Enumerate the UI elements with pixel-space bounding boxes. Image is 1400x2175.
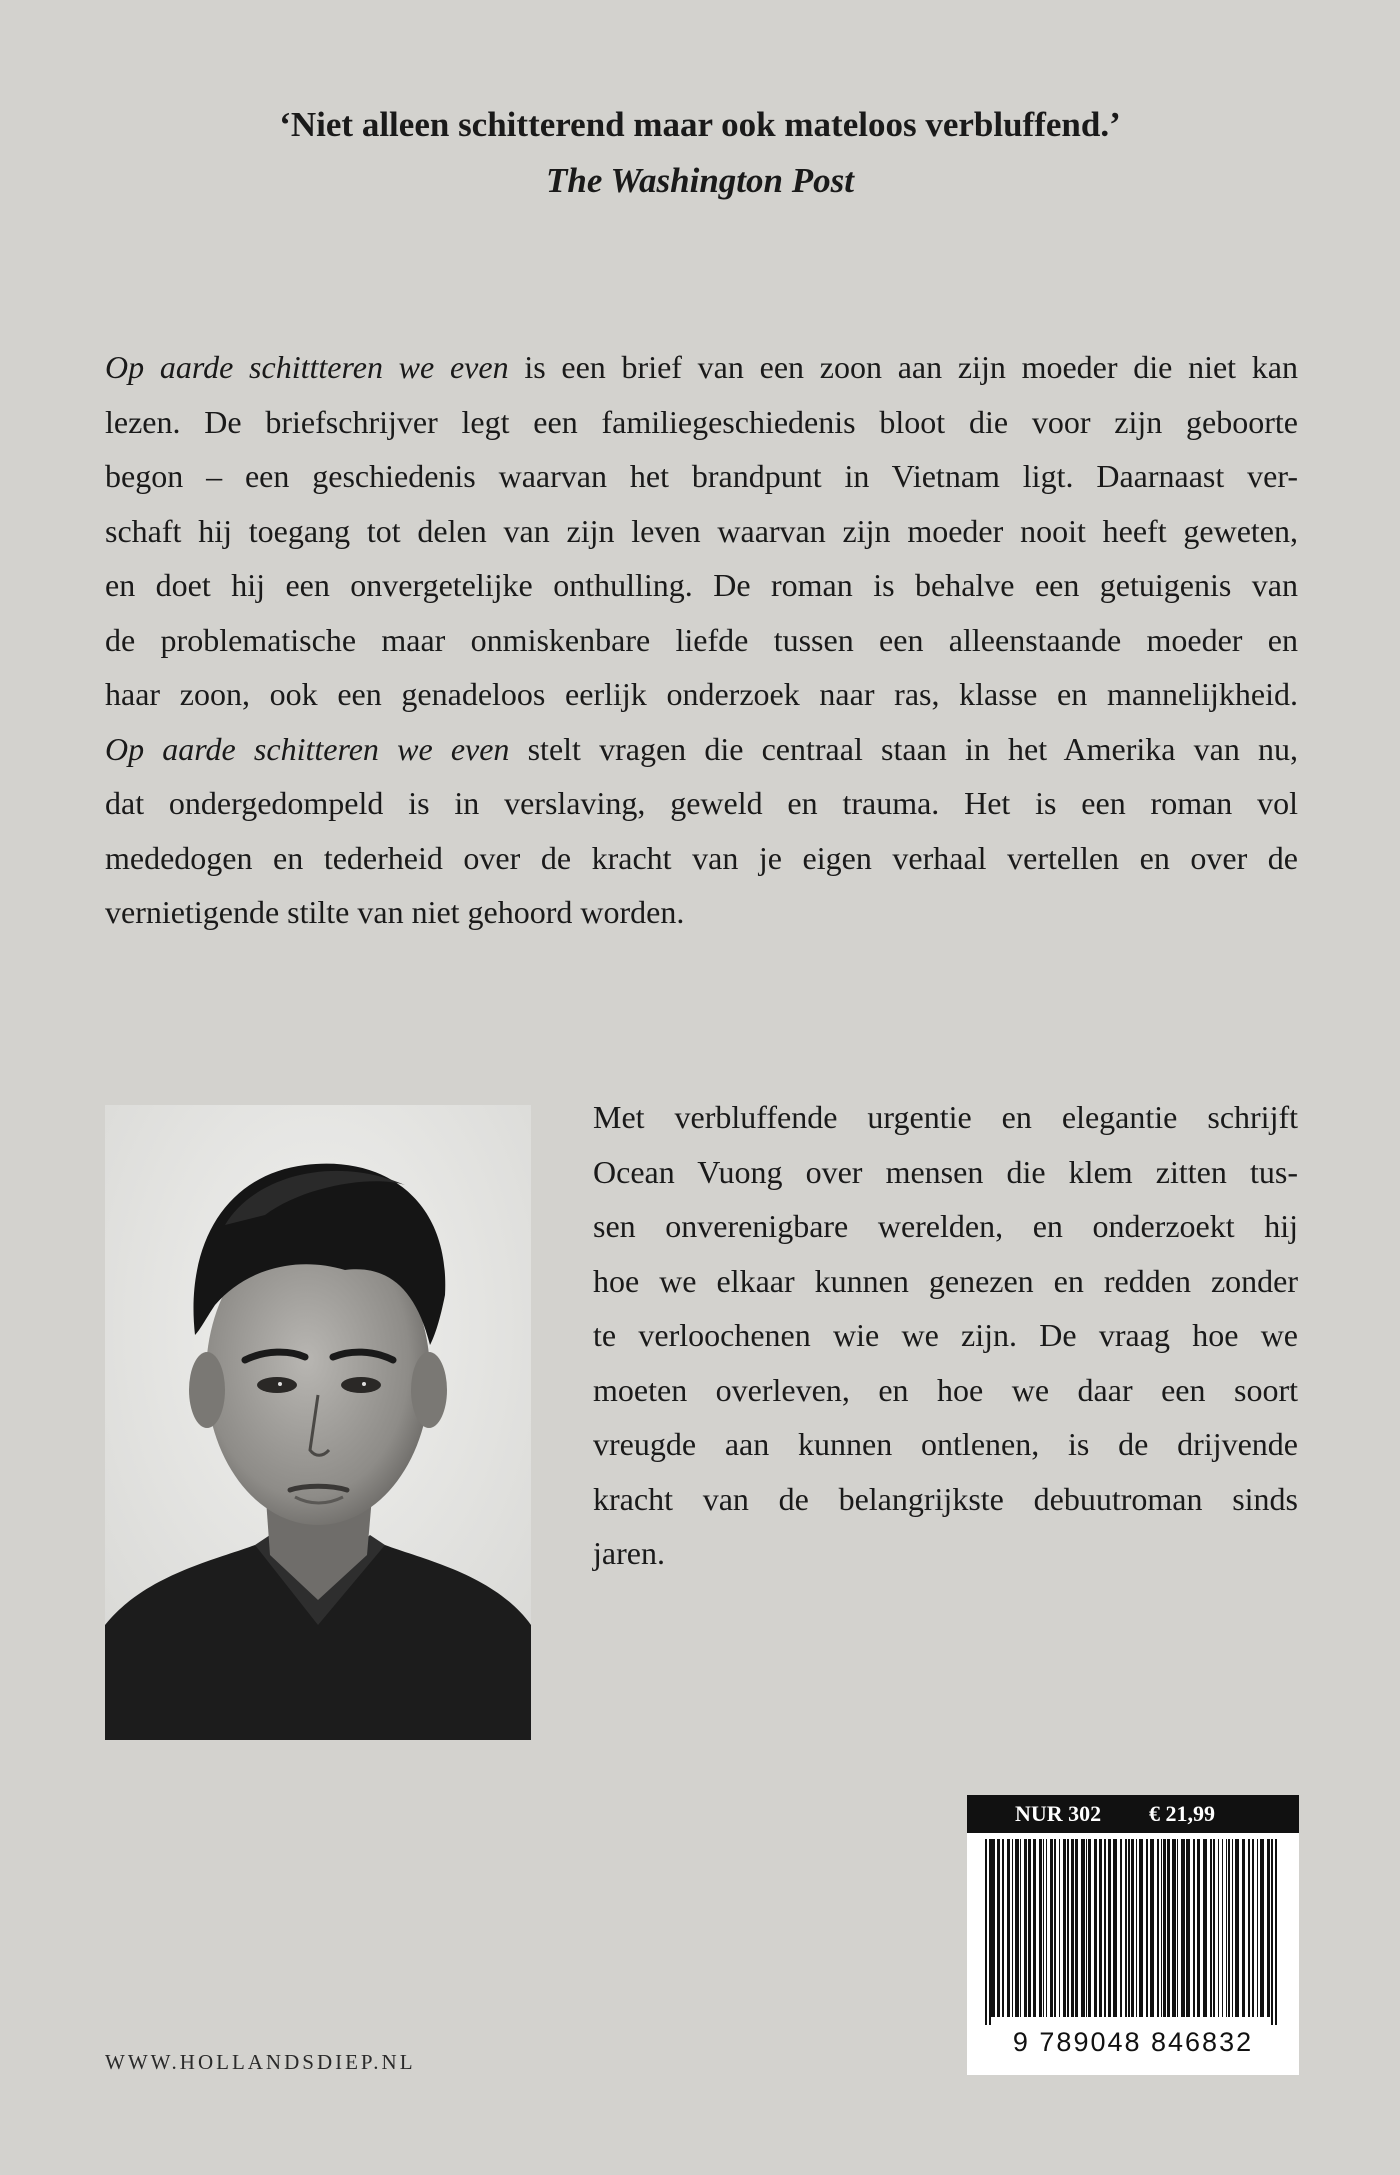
nur-code: NUR 302 bbox=[1015, 1801, 1102, 1826]
barcode-bar bbox=[1139, 1839, 1143, 2017]
bio-line: te verloochenen wie we zijn. De vraag hoe we bbox=[593, 1317, 1298, 1353]
blurb-line: haar zoon, ook een genadeloos eerlijk onderzoek naar ras, klasse en mannelijkheid. bbox=[105, 676, 1298, 712]
book-title-italic: Op aarde schittteren we even bbox=[105, 349, 509, 385]
isbn-number: 9 789048 846832 bbox=[1012, 2027, 1254, 2057]
barcode-bar bbox=[1054, 1839, 1056, 2017]
barcode-bar bbox=[985, 1839, 987, 2025]
barcode-bar bbox=[1150, 1839, 1154, 2017]
barcode-label bbox=[967, 1795, 1299, 2075]
barcode-bar bbox=[1059, 1839, 1060, 2017]
book-title-italic: Op aarde schitteren we even bbox=[105, 730, 510, 767]
barcode-bar bbox=[1172, 1839, 1176, 2017]
barcode-bar bbox=[1128, 1839, 1130, 2017]
blurb-line: de problematische maar onmiskenbare liefde tussen een alleenstaande moeder en bbox=[105, 621, 1298, 658]
blurb-line: mededogen en tederheid over de kracht van je eigen verhaal vertellen en over de bbox=[105, 839, 1298, 876]
barcode-bar bbox=[997, 1839, 1000, 2017]
barcode-bar bbox=[1161, 1839, 1162, 2017]
barcode-bar bbox=[1222, 1839, 1223, 2017]
bio-line: moeten overleven, en hoe we daar een soort bbox=[593, 1371, 1298, 1408]
barcode-bar bbox=[1218, 1839, 1219, 2017]
barcode-bar bbox=[1108, 1839, 1111, 2017]
barcode-bar bbox=[1136, 1839, 1137, 2017]
barcode-bar bbox=[1193, 1839, 1195, 2017]
barcode-bar bbox=[1242, 1839, 1245, 2017]
publisher-website: WWW.HOLLANDSDIEP.NL bbox=[105, 2050, 416, 2074]
barcode-bar bbox=[1210, 1839, 1212, 2017]
barcode-bar bbox=[1271, 1839, 1273, 2025]
bio-line: jaren. bbox=[593, 1535, 665, 1571]
barcode-bar bbox=[1020, 1839, 1021, 2017]
bio-line: sen onverenigbare werelden, en onderzoekt hij bbox=[593, 1208, 1298, 1244]
barcode-bar bbox=[1252, 1839, 1254, 2017]
barcode-bar bbox=[1213, 1839, 1215, 2017]
barcode-bar bbox=[1131, 1839, 1134, 2017]
book-blurb bbox=[105, 340, 1298, 940]
barcode-bar bbox=[1086, 1839, 1087, 2017]
barcode-bar bbox=[1275, 1839, 1277, 2025]
barcode-bar bbox=[1015, 1839, 1019, 2017]
barcode-bar bbox=[1063, 1839, 1066, 2017]
barcode-bar bbox=[1146, 1839, 1148, 2017]
barcode-bar bbox=[1002, 1839, 1004, 2017]
barcode-bar bbox=[1113, 1839, 1117, 2017]
barcode-bar bbox=[1012, 1839, 1013, 2017]
barcode-bar bbox=[1248, 1839, 1250, 2017]
quote-block bbox=[0, 95, 1400, 207]
bio-line: Ocean Vuong over mensen die klem zitten tus- bbox=[593, 1153, 1298, 1190]
barcode-bar bbox=[1163, 1839, 1166, 2017]
barcode-bar bbox=[1028, 1839, 1031, 2017]
author-photo bbox=[105, 1105, 531, 1740]
author-bio bbox=[593, 1090, 1298, 1581]
barcode-bar bbox=[1024, 1839, 1027, 2017]
blurb-line: dat ondergedompeld is in verslaving, geweld en trauma. Het is een roman vol bbox=[105, 785, 1298, 821]
barcode-bar bbox=[1071, 1839, 1074, 2017]
barcode-bar bbox=[1046, 1839, 1047, 2017]
price: € 21,99 bbox=[1149, 1801, 1215, 1826]
bio-line: Met verbluffende urgentie en elegantie schrijft bbox=[593, 1099, 1298, 1135]
review-quote: ‘Niet alleen schitterend maar ook mateloos verbluffend.’ bbox=[279, 105, 1121, 144]
barcode-bar bbox=[1039, 1839, 1042, 2017]
barcode-bar bbox=[1067, 1839, 1069, 2017]
barcode-bar bbox=[1167, 1839, 1170, 2017]
barcode-bar bbox=[1203, 1839, 1207, 2017]
barcode-bar bbox=[1075, 1839, 1078, 2017]
barcode-bar bbox=[1094, 1839, 1097, 2017]
bio-line: hoe we elkaar kunnen genezen en redden zonder bbox=[593, 1262, 1298, 1299]
bio-line: kracht van de belangrijkste debuutroman sinds bbox=[593, 1480, 1298, 1517]
blurb-line: Op aarde schittteren we even is een brief van een zoon aan zijn moeder die niet kan bbox=[105, 349, 1299, 385]
blurb-line: begon – een geschiedenis waarvan het brandpunt in Vietnam ligt. Daarnaast ver- bbox=[105, 458, 1298, 494]
barcode-bars bbox=[985, 1839, 1285, 2025]
barcode-bar bbox=[1260, 1839, 1264, 2017]
barcode-bar bbox=[1099, 1839, 1102, 2017]
barcode-bar bbox=[1228, 1839, 1230, 2017]
barcode-bar bbox=[1120, 1839, 1122, 2017]
barcode-bar bbox=[1033, 1839, 1036, 2017]
barcode-bar bbox=[1267, 1839, 1270, 2017]
blurb-line: schaft hij toegang tot delen van zijn leven waarvan zijn moeder nooit heeft geweten, bbox=[105, 512, 1298, 549]
blurb-line: Op aarde schitteren we even stelt vragen die centraal staan in het Amerika van nu, bbox=[105, 730, 1298, 767]
barcode-bar bbox=[1181, 1839, 1185, 2017]
barcode-bar bbox=[1043, 1839, 1044, 2017]
blurb-line: vernietigende stilte van niet gehoord worden. bbox=[105, 894, 685, 930]
barcode-bar bbox=[1007, 1839, 1010, 2017]
price-bar bbox=[967, 1795, 1299, 1833]
quote-source: The Washington Post bbox=[546, 161, 854, 200]
barcode-bar bbox=[1232, 1839, 1233, 2017]
blurb-line: lezen. De briefschrijver legt een familiegeschiedenis bloot die voor zijn geboorte bbox=[105, 403, 1298, 440]
barcode-bar bbox=[989, 1839, 991, 2025]
barcode-bar bbox=[1081, 1839, 1085, 2017]
barcode-bar bbox=[1104, 1839, 1106, 2017]
barcode-bar bbox=[1050, 1839, 1053, 2017]
barcode-bar bbox=[1257, 1839, 1258, 2017]
barcode-bar bbox=[1088, 1839, 1091, 2017]
barcode-bar bbox=[1197, 1839, 1200, 2017]
barcode-bar bbox=[1157, 1839, 1159, 2017]
barcode-bar bbox=[1235, 1839, 1239, 2017]
barcode-bar bbox=[1226, 1839, 1227, 2017]
barcode-bar bbox=[1177, 1839, 1178, 2017]
barcode-bar bbox=[1125, 1839, 1127, 2017]
barcode-bar bbox=[991, 1839, 995, 2017]
barcode-bar bbox=[1186, 1839, 1190, 2017]
blurb-line: en doet hij een onvergetelijke onthulling. De roman is behalve een getuigenis van bbox=[105, 567, 1298, 603]
bio-line: vreugde aan kunnen ontlenen, is de drijvende bbox=[593, 1426, 1298, 1462]
